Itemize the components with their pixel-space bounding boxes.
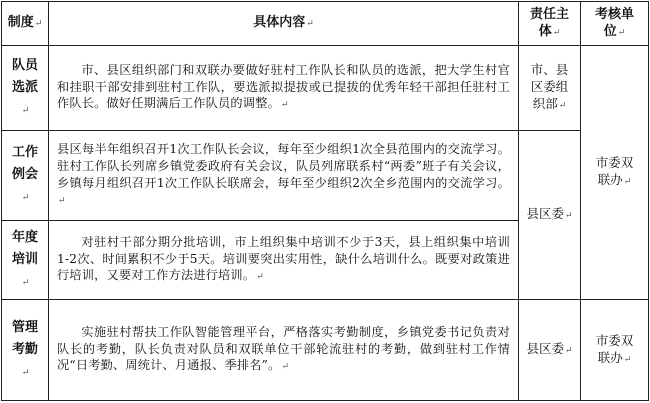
row-category-text: 年度培训 xyxy=(11,229,38,267)
header-responsible xyxy=(519,2,581,46)
row-category-cell xyxy=(2,46,49,131)
header-assessment xyxy=(581,2,649,46)
merged-assessment-cell xyxy=(581,46,649,300)
row-category-cell xyxy=(2,131,49,221)
row-content-cell xyxy=(49,131,519,221)
row-content-text: 实施驻村帮扶工作队智能管理平台，严格落实考勤制度，乡镇党委书记负责对队长的考勤，队长负责对队员和双联单位干部轮流驻村的考勤，做到驻村工作情况“日考勤、周统计、月通报、季排名”。 xyxy=(57,325,510,373)
para-mark: ↵ xyxy=(306,19,314,29)
para-mark: ↵ xyxy=(281,362,290,373)
merged-assessment-text: 市委双联办 xyxy=(595,155,634,187)
row-content-text: 县区每半年组织召开1次工作队长会议，每年至少组织1次全县范围内的交流学习。驻村工作队长列席乡镇党委政府有关会议，队员列席联系村“两委”班子有关会议，乡镇每月组织召开1次工作队长联席会，每年至少组织2次全乡范围内的交流学习。 xyxy=(57,142,510,190)
row-content-cell xyxy=(49,46,519,131)
header-responsible-text: 责任主体 xyxy=(529,6,569,39)
row-content-text: 对驻村干部分期分批培训，市上组织集中培训不少于3天，县上组织集中培训1-2次、时间累积不少于5天。培训要突出实用性，缺什么培训什么。既要对政策进行培训，又要对工作方法进行培训。 xyxy=(57,235,510,283)
merged-responsible-cell xyxy=(519,131,581,300)
para-mark: ↵ xyxy=(623,177,632,187)
para-mark: ↵ xyxy=(21,193,30,203)
para-mark: ↵ xyxy=(617,27,626,38)
para-mark: ↵ xyxy=(21,277,30,288)
header-content xyxy=(49,2,519,46)
row-category-text: 队员选派 xyxy=(11,57,38,95)
header-category xyxy=(2,2,49,46)
para-mark: ↵ xyxy=(623,354,632,365)
para-mark: ↵ xyxy=(21,105,30,116)
row-category-cell xyxy=(2,221,49,300)
row-content-cell xyxy=(49,300,519,401)
row-responsible-cell xyxy=(519,46,581,131)
row-responsible-cell xyxy=(519,300,581,401)
para-mark: ↵ xyxy=(21,367,30,378)
table-header-row xyxy=(2,2,649,46)
row-responsible-text: 市、县区委组织部 xyxy=(530,62,569,111)
para-mark: ↵ xyxy=(564,346,573,356)
merged-responsible-text: 县区委 xyxy=(526,206,564,221)
row-category-cell xyxy=(2,300,49,401)
para-mark: ↵ xyxy=(552,27,561,38)
para-mark: ↵ xyxy=(256,272,264,283)
table-row xyxy=(2,300,649,401)
header-category-text: 制度 xyxy=(7,15,34,30)
row-category-text: 管理考勤 xyxy=(11,319,38,357)
row-content-cell xyxy=(49,221,519,300)
responsibility-table xyxy=(1,1,649,401)
para-mark: ↵ xyxy=(34,19,43,29)
row-content-text: 市、县区组织部门和双联办要做好驻村工作队长和队员的选派，把大学生村官和挂职干部安排到驻村工作队，要选派拟提拔或已提拔的优秀年轻干部担任驻村工作队长。做好任期满后工作队员的调整。 xyxy=(57,63,510,111)
header-assessment-text: 考核单位 xyxy=(595,6,635,39)
row-responsible-text: 县区委 xyxy=(526,341,564,356)
row-category-text: 工作例会 xyxy=(11,145,38,182)
para-mark: ↵ xyxy=(558,101,567,111)
row-assessment-text: 市委双联办 xyxy=(595,332,634,365)
para-mark: ↵ xyxy=(58,196,66,207)
table-row xyxy=(2,46,649,131)
para-mark: ↵ xyxy=(280,100,289,111)
table-row xyxy=(2,131,649,221)
header-content-text: 具体内容 xyxy=(253,15,306,30)
para-mark: ↵ xyxy=(564,211,573,221)
row-assessment-cell xyxy=(581,300,649,401)
